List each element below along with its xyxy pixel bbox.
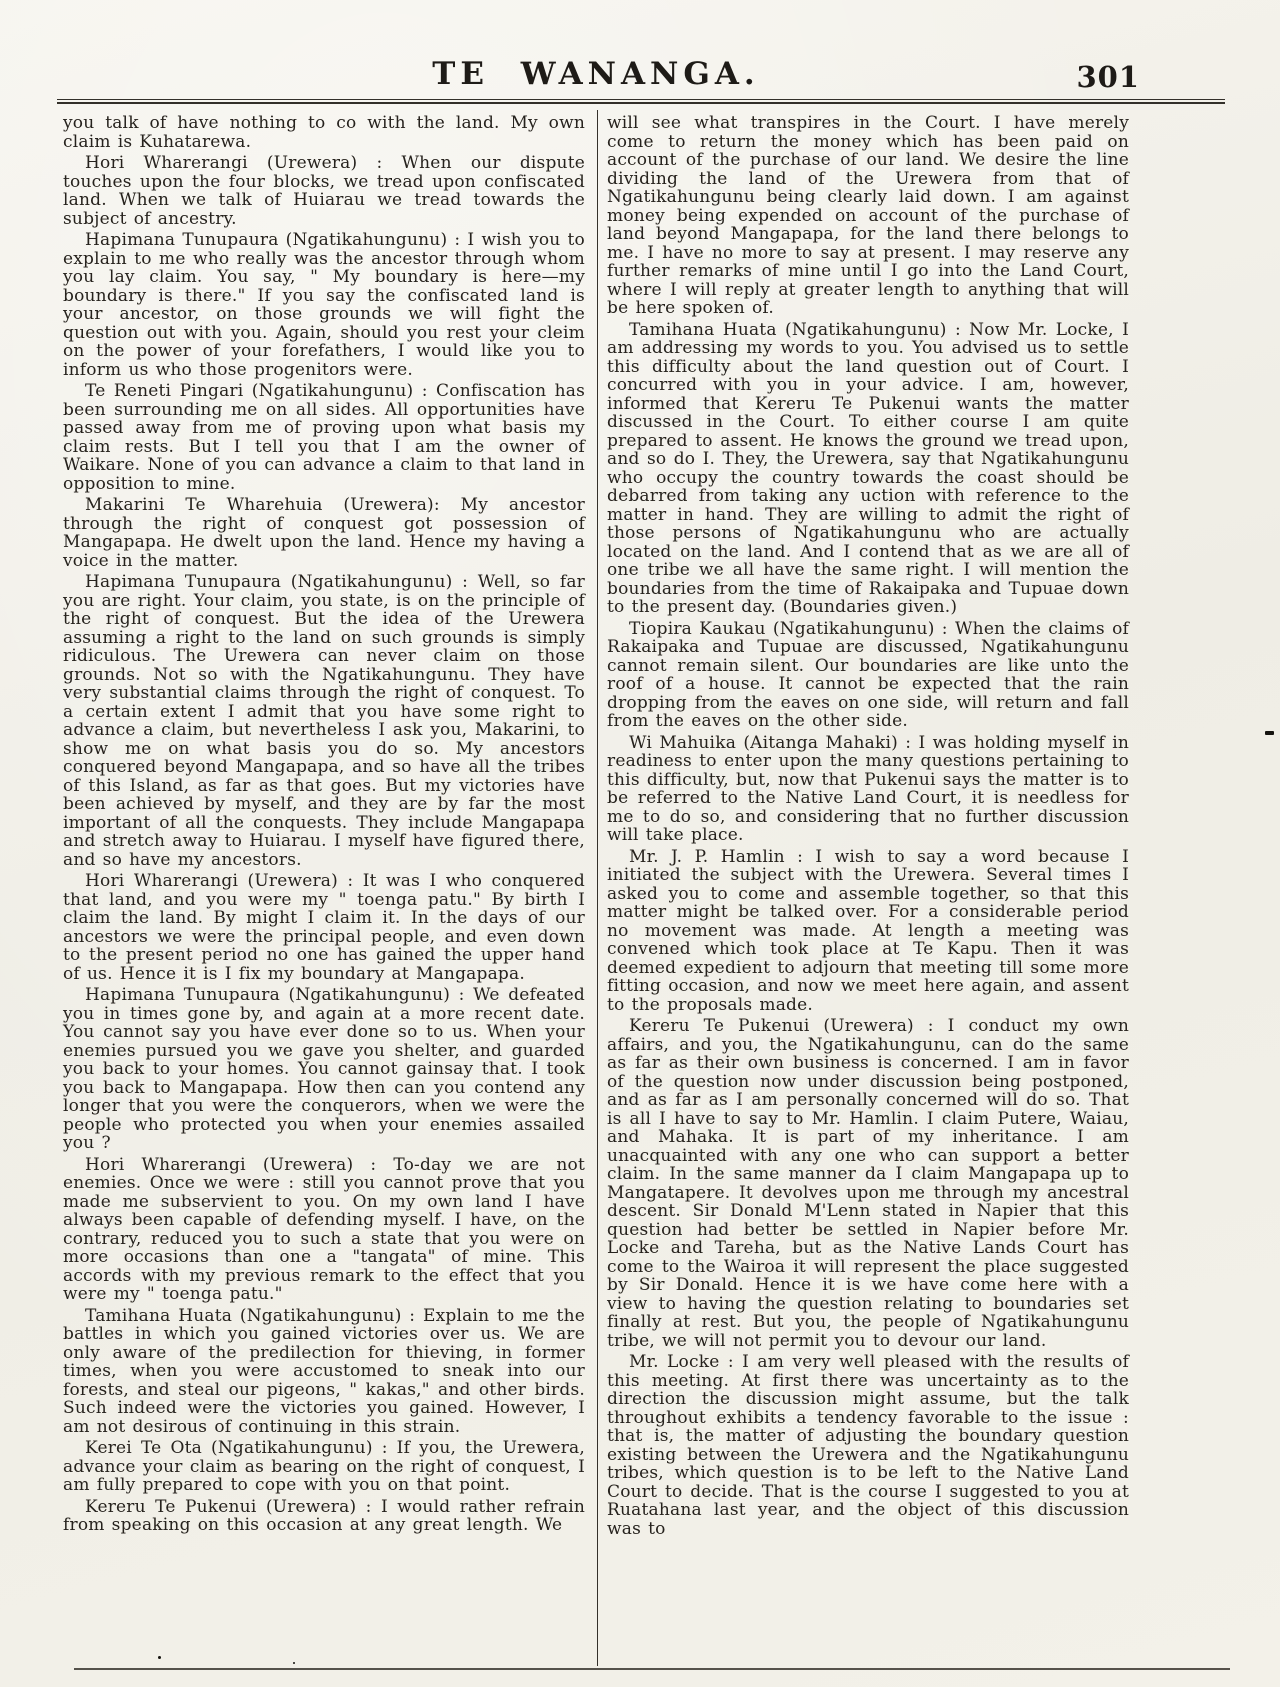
- paragraph: Hapimana Tunupaura (Ngatikahungunu) : Well, so far you are right. Your claim, you state, is on the principle of the right of conquest. But the idea of the Urewera assuming a right to the land on such grounds is simply ridiculous. The Urewera can never claim on those grounds. Not so with the Ngatikahungunu. They have very substantial claims through the right of conquest. To a certain extent I admit that you have some right to advance a claim, but nevertheless I ask you, Makarini, to show me on what basis you do so. My ancestors conquered beyond Mangapapa, and so have all the tribes of this Island, as far as that goes. But my victories have been achieved by myself, and they are by far the most important of all the conquests. They include Mangapapa and stretch away to Huiarau. I myself have figured there, and so have my ancestors.: [63, 572, 585, 870]
- scan-artifact: [158, 1656, 161, 1659]
- paragraph: Hori Wharerangi (Urewera) : It was I who conquered that land, and you were my " toenga patu." By birth I claim the land. By might I claim it. In the days of our ancestors we were the principal people, and even down to the present period no one has gained the upper hand of us. Hence it is I fix my boundary at Mangapapa.: [63, 871, 585, 984]
- paragraph: Tiopira Kaukau (Ngatikahungunu) : When the claims of Rakaipaka and Tupuae are discussed, Ngatikahungunu cannot remain silent. Our boundaries are like unto the roof of a house. It cannot be expected that the rain dropping from the eaves on one side, will return and fall from the eaves on the other side.: [607, 618, 1129, 731]
- paragraph: Kerei Te Ota (Ngatikahungunu) : If you, the Urewera, advance your claim as bearing on the right of conquest, I am fully prepared to cope with you on that point.: [63, 1438, 585, 1495]
- footer-rule: [74, 1668, 1230, 1670]
- paragraph: Mr. Locke : I am very well pleased with the results of this meeting. At first there was uncertainty as to the direction the discussion might assume, but the talk throughout exhibits a tendency favorable to the issue : that is, the matter of adjusting the boundary question existing between the Urewera and the Ngatikahungunu tribes, which question is to be left to the Native Land Court to decide. That is the course I suggested to you at Ruatahana last year, and the object of this discussion was to: [607, 1352, 1129, 1539]
- paragraph: Mr. J. P. Hamlin : I wish to say a word because I initiated the subject with the Urewera. Several times I asked you to come and assemble together, so that this matter might be talked over. For a considerable period no movement was made. At length a meeting was convened which took place at Te Kapu. Then it was deemed expedient to adjourn that meeting till some more fitting occasion, and now we meet here again, and assent to the proposals made.: [607, 846, 1129, 1015]
- paragraph: Wi Mahuika (Aitanga Mahaki) : I was holding myself in readiness to enter upon the many questions pertaining to this difficulty, but, now that Pukenui says the matter is to be referred to the Native Land Court, it is needless for me to do so, and considering that no further discussion will take place.: [607, 732, 1129, 845]
- page-number: 301: [1076, 60, 1140, 94]
- paragraph: Tamihana Huata (Ngatikahungunu) : Now Mr. Locke, I am addressing my words to you. You advised us to settle this difficulty about the land question out of Court. I concurred with you in your advice. I am, however, informed that Kereru Te Pukenui wants the matter discussed in the Court. To either course I am quite prepared to assent. He knows the ground we tread upon, and so do I. They, the Urewera, say that Ngatikahungunu who occupy the country towards the coast should be debarred from taking any uction with reference to the matter in hand. They are willing to admit the right of those persons of Ngatikahungunu who are actually located on the land. And I contend that as we are all of one tribe we all have the same right. I will mention the boundaries from the time of Rakaipaka and Tupuae down to the present day. (Boundaries given.): [607, 319, 1129, 617]
- paragraph: Kereru Te Pukenui (Urewera) : I would rather refrain from speaking on this occasion at any great length. We: [63, 1496, 585, 1535]
- paragraph: will see what transpires in the Court. I have merely come to return the money which has been paid on account of the purchase of our land. We desire the line dividing the land of the Urewera from that of Ngatikahungunu being clearly laid down. I am against money being expended on account of the purchase of land beyond Mangapapa, for the land there belongs to me. I have no more to say at present. I may reserve any further remarks of mine until I go into the Land Court, where I will reply at greater length to anything that will be here spoken of.: [607, 113, 1129, 318]
- text-columns: [63, 114, 1129, 1538]
- paragraph: Makarini Te Wharehuia (Urewera): My ancestor through the right of conquest got possession of Mangapapa. He dwelt upon the land. Hence my having a voice in the matter.: [63, 495, 585, 571]
- paragraph: Te Reneti Pingari (Ngatikahungunu) : Confiscation has been surrounding me on all sides. All opportunities have passed away from me of proving upon what basis my claim rests. But I tell you that I am the owner of Waikare. None of you can advance a claim to that land in opposition to mine.: [63, 381, 585, 494]
- paragraph: Hapimana Tunupaura (Ngatikahungunu) : We defeated you in times gone by, and again at a more recent date. You cannot say you have ever done so to us. When your enemies pursued you we gave you shelter, and guarded you back to your homes. You cannot gainsay that. I took you back to Mangapapa. How then can you contend any longer that you were the conquerors, when we were the people who protected you when your enemies assailed you ?: [63, 985, 585, 1153]
- paragraph: Hori Wharerangi (Urewera) : To-day we are not enemies. Once we were : still you cannot prove that you made me subservient to you. On my own land I have always been capable of defending myself. I have, on the contrary, reduced you to such a state that you were on more occasions than one a "tangata" of mine. This accords with my previous remark to the effect that you were my " toenga patu.": [63, 1154, 585, 1304]
- paragraph: Hori Wharerangi (Urewera) : When our dispute touches upon the four blocks, we tread upon confiscated land. When we talk of Huiarau we tread towards the subject of ancestry.: [63, 153, 585, 229]
- paragraph: Tamihana Huata (Ngatikahungunu) : Explain to me the battles in which you gained victories over us. We are only aware of the predilection for thieving, in former times, when you were accustomed to sneak into our forests, and steal our pigeons, " kakas," and other birds. Such indeed were the victories you gained. However, I am not desirous of continuing in this strain.: [63, 1305, 585, 1437]
- scan-artifact: [1265, 731, 1274, 735]
- paragraph: you talk of have nothing to co with the land. My own claim is Kuhatarewa.: [63, 113, 585, 152]
- page-title: TE WANANGA.: [432, 56, 760, 92]
- right-column: [607, 114, 1129, 1538]
- paragraph: Kereru Te Pukenui (Urewera) : I conduct my own affairs, and you, the Ngatikahungunu, can do the same as far as their own business is concerned. I am in favor of the question now under discussion being postponed, and as far as I am personally concerned will do so. That is all I have to say to Mr. Hamlin. I claim Putere, Waiau, and Mahaka. It is part of my inheritance. I am unacquainted with any one who can support a better claim. In the same manner da I claim Mangapapa up to Mangatapere. It devolves upon me through my ancestral descent. Sir Donald M'Lenn stated in Napier that this question had better be settled in Napier before Mr. Locke and Tareha, but as the Native Lands Court has come to the Wairoa it will represent the place suggested by Sir Donald. Hence it is we have come here with a view to having the question relating to boundaries set finally at rest. But you, the people of Ngatikahungunu tribe, we will not permit you to devour our land.: [607, 1016, 1129, 1351]
- scan-artifact: [293, 1662, 295, 1664]
- left-column: [63, 114, 585, 1538]
- paragraph: Hapimana Tunupaura (Ngatikahungunu) : I wish you to explain to me who really was the ancestor through whom you lay claim. You say, " My boundary is here—my boundary is there." If you say the confiscated land is your ancestor, on those grounds we will fight the question out with you. Again, should you rest your cleim on the power of your forefathers, I would like you to inform us who those progenitors were.: [63, 230, 585, 380]
- header-rule: [57, 99, 1225, 104]
